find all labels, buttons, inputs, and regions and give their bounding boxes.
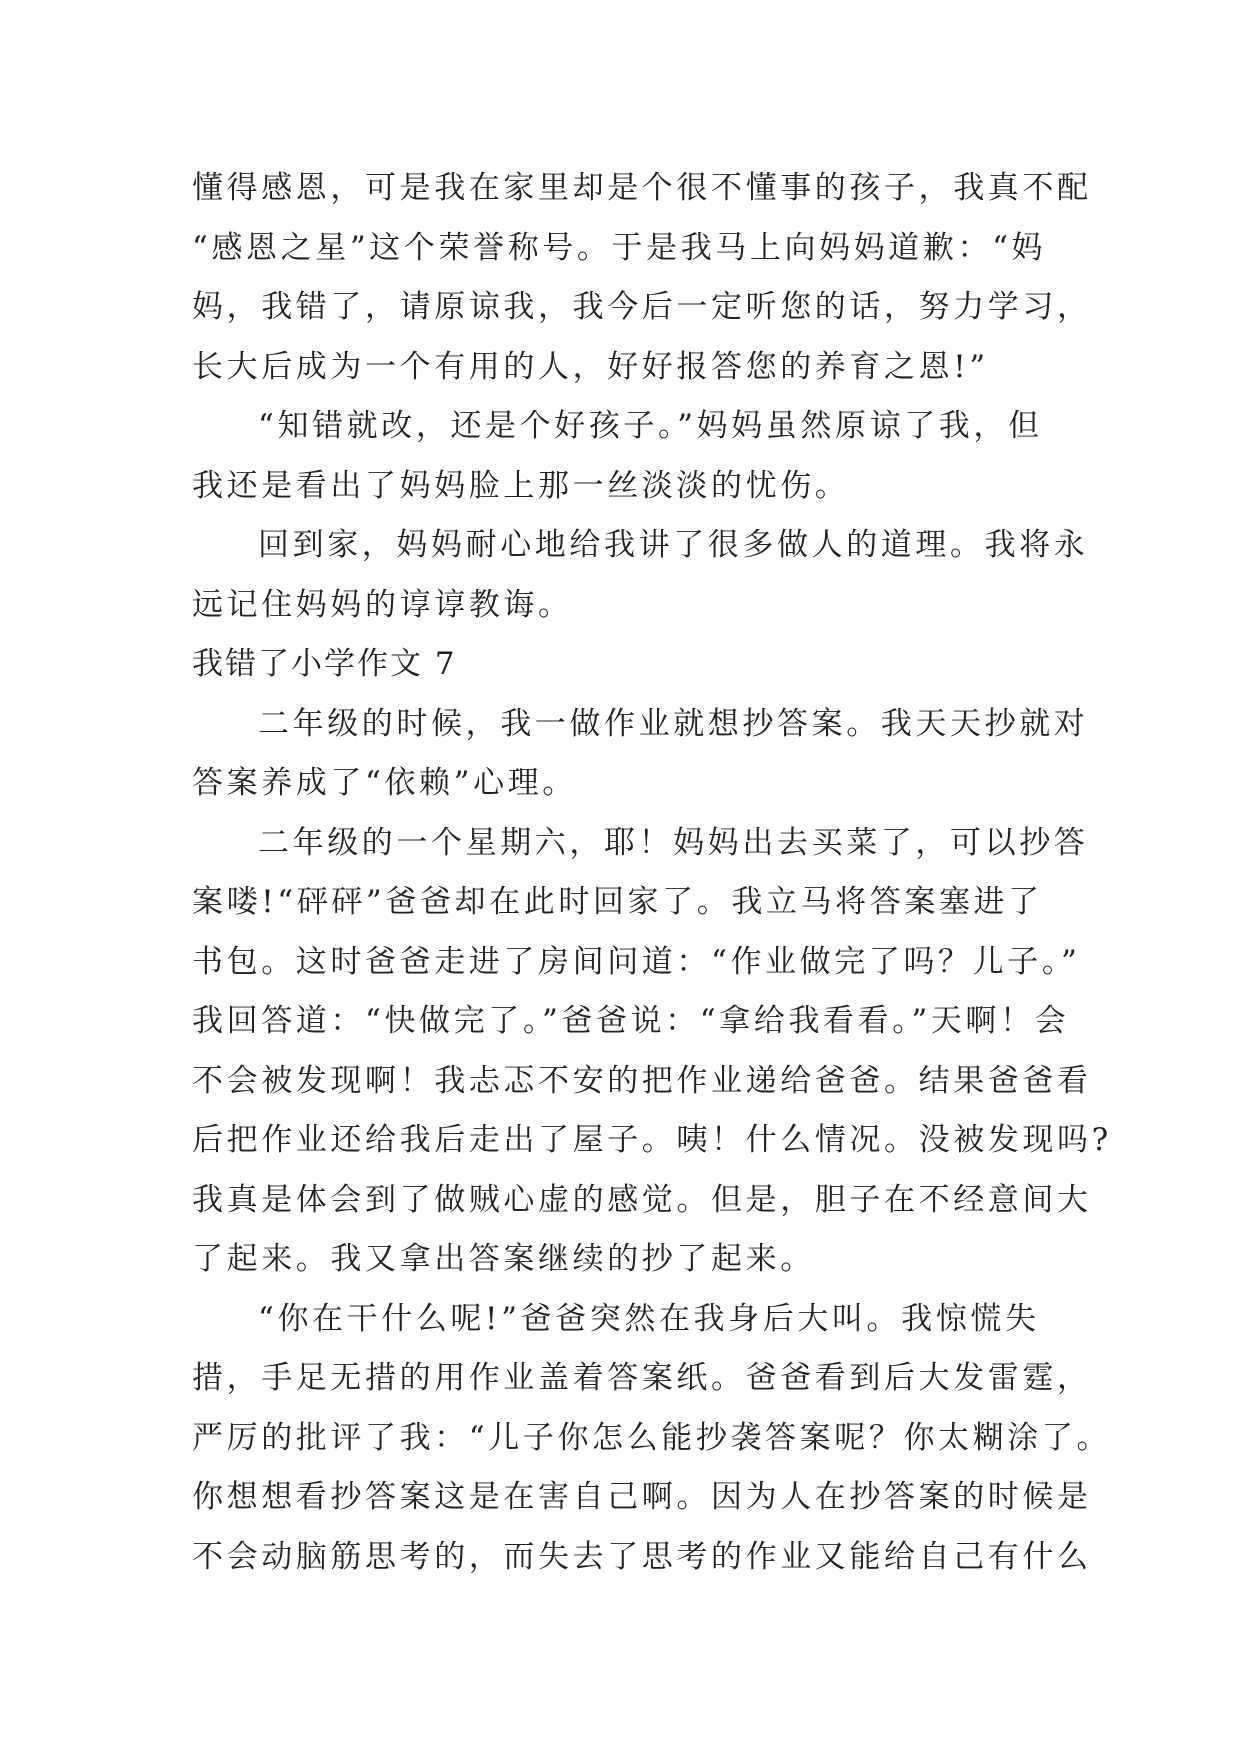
text-line: 答案养成了“依赖”心理。 bbox=[192, 765, 577, 801]
text-line: 措，手足无措的用作业盖着答案纸。爸爸看到后大发雷霆， bbox=[192, 1360, 1092, 1396]
text-line: 不会动脑筋思考的，而失去了思考的作业又能给自己有什么 bbox=[192, 1538, 1092, 1575]
paragraph-first-line: 回到家，妈妈耐心地给我讲了很多做人的道理。我将永 bbox=[258, 527, 1089, 563]
text-line: 不会被发现啊！我忐忑不安的把作业递给爸爸。结果爸爸看 bbox=[192, 1062, 1092, 1099]
text-line: 我真是体会到了做贼心虚的感觉。但是，胆子在不经意间大 bbox=[192, 1181, 1092, 1218]
text-line: 书包。这时爸爸走进了房间问道：“作业做完了吗？儿子。” bbox=[192, 943, 1081, 980]
text-line: 远记住妈妈的谆谆教诲。 bbox=[192, 586, 573, 623]
text-line: 你想想看抄答案这是在害自己啊。因为人在抄答案的时候是 bbox=[192, 1479, 1092, 1515]
text-line: 严厉的批评了我：“儿子你怎么能抄袭答案呢？你太糊涂了。 bbox=[192, 1419, 1112, 1456]
text-line: 我回答道：“快做完了。”爸爸说：“拿给我看看。”天啊！会 bbox=[192, 1003, 1070, 1039]
text-line: 了起来。我又拿出答案继续的抄了起来。 bbox=[192, 1241, 815, 1277]
section-heading: 我错了小学作文 7 bbox=[192, 646, 457, 682]
paragraph-first-line: 二年级的时候，我一做作业就想抄答案。我天天抄就对 bbox=[258, 705, 1089, 742]
paragraph-first-line: 二年级的一个星期六，耶！妈妈出去买菜了，可以抄答 bbox=[258, 824, 1089, 861]
text-line: 懂得感恩，可是我在家里却是个很不懂事的孩子，我真不配 bbox=[192, 170, 1092, 206]
text-line: 案喽!“砰砰”爸爸却在此时回家了。我立马将答案塞进了 bbox=[192, 884, 1043, 920]
text-line: 后把作业还给我后走出了屋子。咦！什么情况。没被发现吗? bbox=[192, 1122, 1112, 1158]
paragraph-first-line: “知错就改，还是个好孩子。”妈妈虽然原谅了我，但 bbox=[258, 408, 1043, 444]
text-line: 长大后成为一个有用的人，好好报答您的养育之恩!” bbox=[192, 348, 989, 385]
paragraph-first-line: “你在干什么呢!”爸爸突然在我身后大叫。我惊慌失 bbox=[258, 1300, 1040, 1337]
text-line: 妈，我错了，请原谅我，我今后一定听您的话，努力学习， bbox=[192, 289, 1092, 325]
text-line: 我还是看出了妈妈脸上那一丝淡淡的忧伤。 bbox=[192, 467, 850, 504]
document-body bbox=[192, 159, 1112, 1587]
text-line: “感恩之星”这个荣誉称号。于是我马上向妈妈道歉：“妈 bbox=[192, 229, 1047, 266]
